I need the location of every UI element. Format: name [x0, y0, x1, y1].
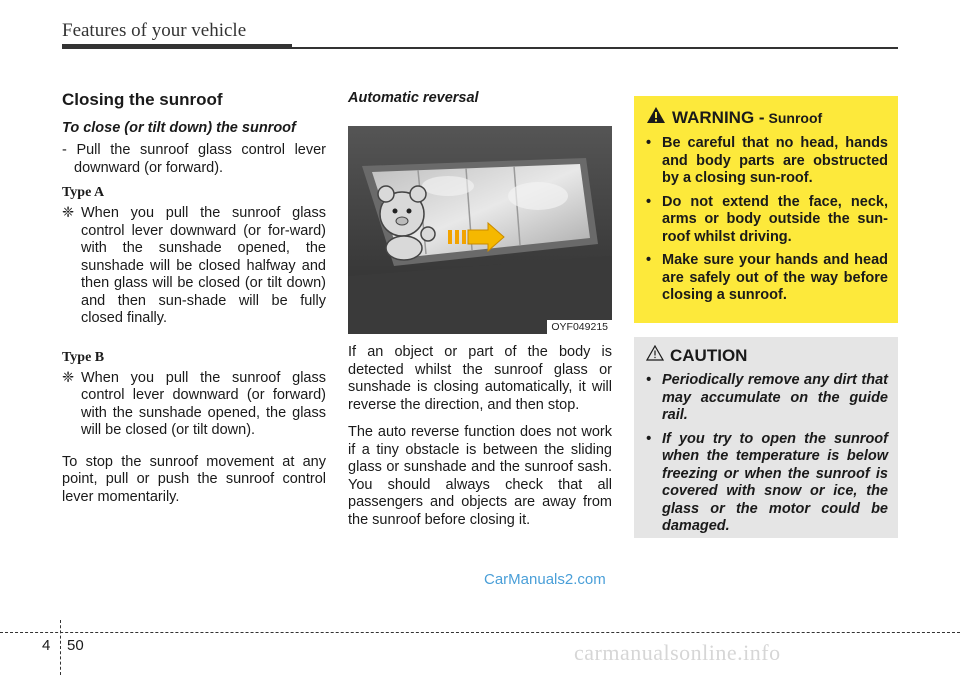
caution-box [634, 337, 898, 538]
warning-item [646, 194, 888, 247]
reversal-paragraph-2: The auto reverse function does not work if a tiny obstacle is between the sliding glass or sunshade and the sunroof sash. You should always check that all passengers and objects are away from the sunroof before closing it. [348, 424, 612, 528]
page-header-title: Features of your vehicle [62, 20, 247, 41]
warning-title [646, 106, 888, 129]
footer-divider [60, 620, 62, 675]
caution-title-text: CAUTION [670, 345, 748, 365]
bullet-icon: • [646, 252, 652, 268]
warning-triangle-icon [646, 106, 666, 129]
warning-item-text: Do not extend the face, neck, arms or body outside the sun-roof whilst driving. [662, 193, 888, 245]
sunroof-illustration [348, 126, 612, 334]
warning-item [646, 135, 888, 188]
header-rule-thin [292, 47, 898, 49]
reversal-paragraph-1: If an object or part of the body is detected whilst the sunroof glass or sunshade is closing automatically, it will reverse the direction, and then stop. [348, 344, 612, 413]
type-b-note-text: When you pull the sunroof glass control lever downward (or forward) with the sunshade opened, the glass will be closed (or tilt down). [81, 369, 326, 438]
type-a-note-text: When you pull the sunroof glass control lever downward (or for-ward) with the sunshade opened, the sunshade will be closed halfway and then glass will be closed (or tilt down) and then sun-shade will be fully closed finally. [81, 205, 326, 326]
caution-item-text: Periodically remove any dirt that may accumulate on the guide rail. [662, 372, 888, 423]
type-a-label: Type A [62, 185, 105, 200]
photo-caption: OYF049215 [547, 320, 612, 334]
bullet-icon: • [646, 193, 652, 210]
section-heading: Automatic reversal [348, 90, 479, 106]
type-b-label: Type B [62, 349, 105, 365]
watermark-link[interactable]: CarManuals2.com [484, 571, 606, 588]
caution-triangle-icon [646, 345, 664, 366]
warning-subtitle: Sunroof [768, 109, 823, 126]
sunroof-photo [348, 126, 612, 334]
footer-rule [0, 632, 960, 634]
note-mark-icon: ❈ [62, 205, 75, 221]
subsection-heading: To close (or tilt down) the sunroof [62, 120, 296, 136]
caution-item-text: If you try to open the sunroof when the temperature is below freezing or when the sunroof is covered with snow or ice, the glass or the motor could be damaged. [662, 430, 888, 534]
type-b-note [62, 370, 326, 440]
page-number: 50 [67, 637, 84, 654]
type-a-note [62, 205, 326, 328]
warning-item-text: Make sure your hands and head are safely out of the way before closing a sunroof. [662, 252, 888, 303]
column-automatic-reversal [348, 90, 612, 529]
header-rule-thick [62, 44, 292, 49]
warning-title-text: WARNING - [672, 107, 765, 127]
step-text: - Pull the sunroof glass control lever downward (or forward). [62, 142, 326, 176]
watermark-site: carmanualsonline.info [574, 640, 781, 665]
bullet-icon: • [646, 372, 652, 388]
caution-item [646, 431, 888, 536]
column-closing-sunroof [62, 90, 326, 506]
warning-box [634, 96, 898, 323]
warning-item-text: Be careful that no head, hands and body parts are obstructed by a closing sun-roof. [662, 135, 888, 186]
bullet-icon: • [646, 430, 652, 447]
caution-title [646, 345, 888, 366]
caution-item [646, 372, 888, 425]
warning-item [646, 252, 888, 305]
bullet-icon: • [646, 135, 652, 151]
chapter-number: 4 [42, 637, 51, 654]
section-heading: Closing the sunroof [62, 90, 223, 109]
note-mark-icon: ❈ [62, 369, 75, 386]
stop-instruction: To stop the sunroof movement at any point, pull or push the sunroof control lever momentarily. [62, 453, 326, 505]
